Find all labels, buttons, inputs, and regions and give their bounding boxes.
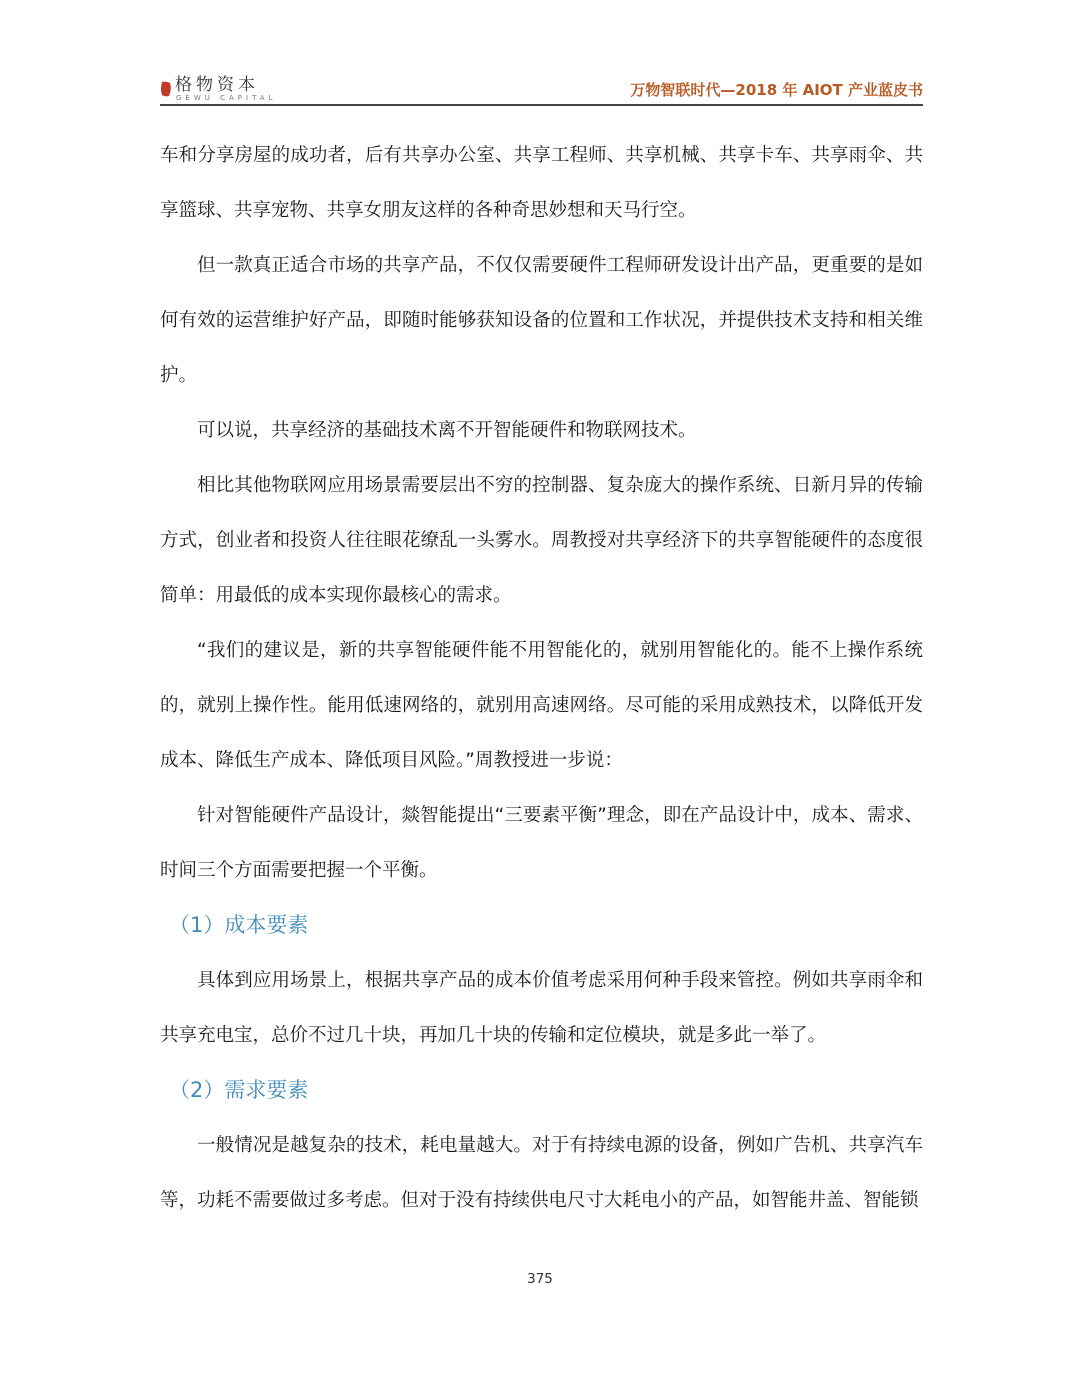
logo-chinese-name: 格物资本 <box>175 75 259 95</box>
logo <box>160 76 277 104</box>
paragraph: 可以说，共享经济的基础技术离不开智能硬件和物联网技术。 <box>197 420 697 441</box>
paragraph: 但一款真正适合市场的共享产品，不仅仅需要硬件工程师研发设计出产品，更重要的是如何有效的运营维护好产品，即随时能够获知设备的位置和工作状况，并提供技术支持和相关维护。 <box>160 255 923 386</box>
quote-paragraph: “我们的建议是，新的共享智能硬件能不用智能化的，就别用智能化的。能不上操作系统的，就别上操作性。能用低速网络的，就别用高速网络。尽可能的采用成熟技术，以降低开发成本、降低生产成本、降低项目风险。”周教授进一步说： <box>160 640 923 771</box>
page-header <box>160 76 923 104</box>
body-content <box>160 128 923 1228</box>
paragraph: 具体到应用场景上，根据共享产品的成本价值考虑采用何种手段来管控。例如共享雨伞和共享充电宝，总价不过几十块，再加几十块的传输和定位模块，就是多此一举了。 <box>160 970 923 1046</box>
paragraph: 一般情况是越复杂的技术，耗电量越大。对于有持续电源的设备，例如广告机、共享汽车等，功耗不需要做过多考虑。但对于没有持续供电尺寸大耗电小的产品，如智能井盖、智能锁 <box>160 1135 923 1211</box>
logo-seal-icon <box>160 81 172 97</box>
paragraph: 车和分享房屋的成功者，后有共享办公室、共享工程师、共享机械、共享卡车、共享雨伞、共享篮球、共享宠物、共享女朋友这样的各种奇思妙想和天马行空。 <box>160 145 923 221</box>
header-divider <box>160 104 923 106</box>
paragraph: 相比其他物联网应用场景需要层出不穷的控制器、复杂庞大的操作系统、日新月异的传输方式，创业者和投资人往往眼花缭乱一头雾水。周教授对共享经济下的共享智能硬件的态度很简单：用最低的成本实现你最核心的需求。 <box>160 475 923 606</box>
logo-text <box>175 76 277 103</box>
section-heading-cost: （1）成本要素 <box>169 913 309 937</box>
report-title: 万物智联时代—2018 年 AIOT 产业蓝皮书 <box>630 81 923 99</box>
section-heading-demand: （2）需求要素 <box>169 1078 309 1102</box>
page-number: 375 <box>527 1271 553 1287</box>
logo-english-name: GEWU CAPITAL <box>176 94 277 102</box>
paragraph: 针对智能硬件产品设计，燚智能提出“三要素平衡”理念，即在产品设计中，成本、需求、时间三个方面需要把握一个平衡。 <box>160 805 923 881</box>
